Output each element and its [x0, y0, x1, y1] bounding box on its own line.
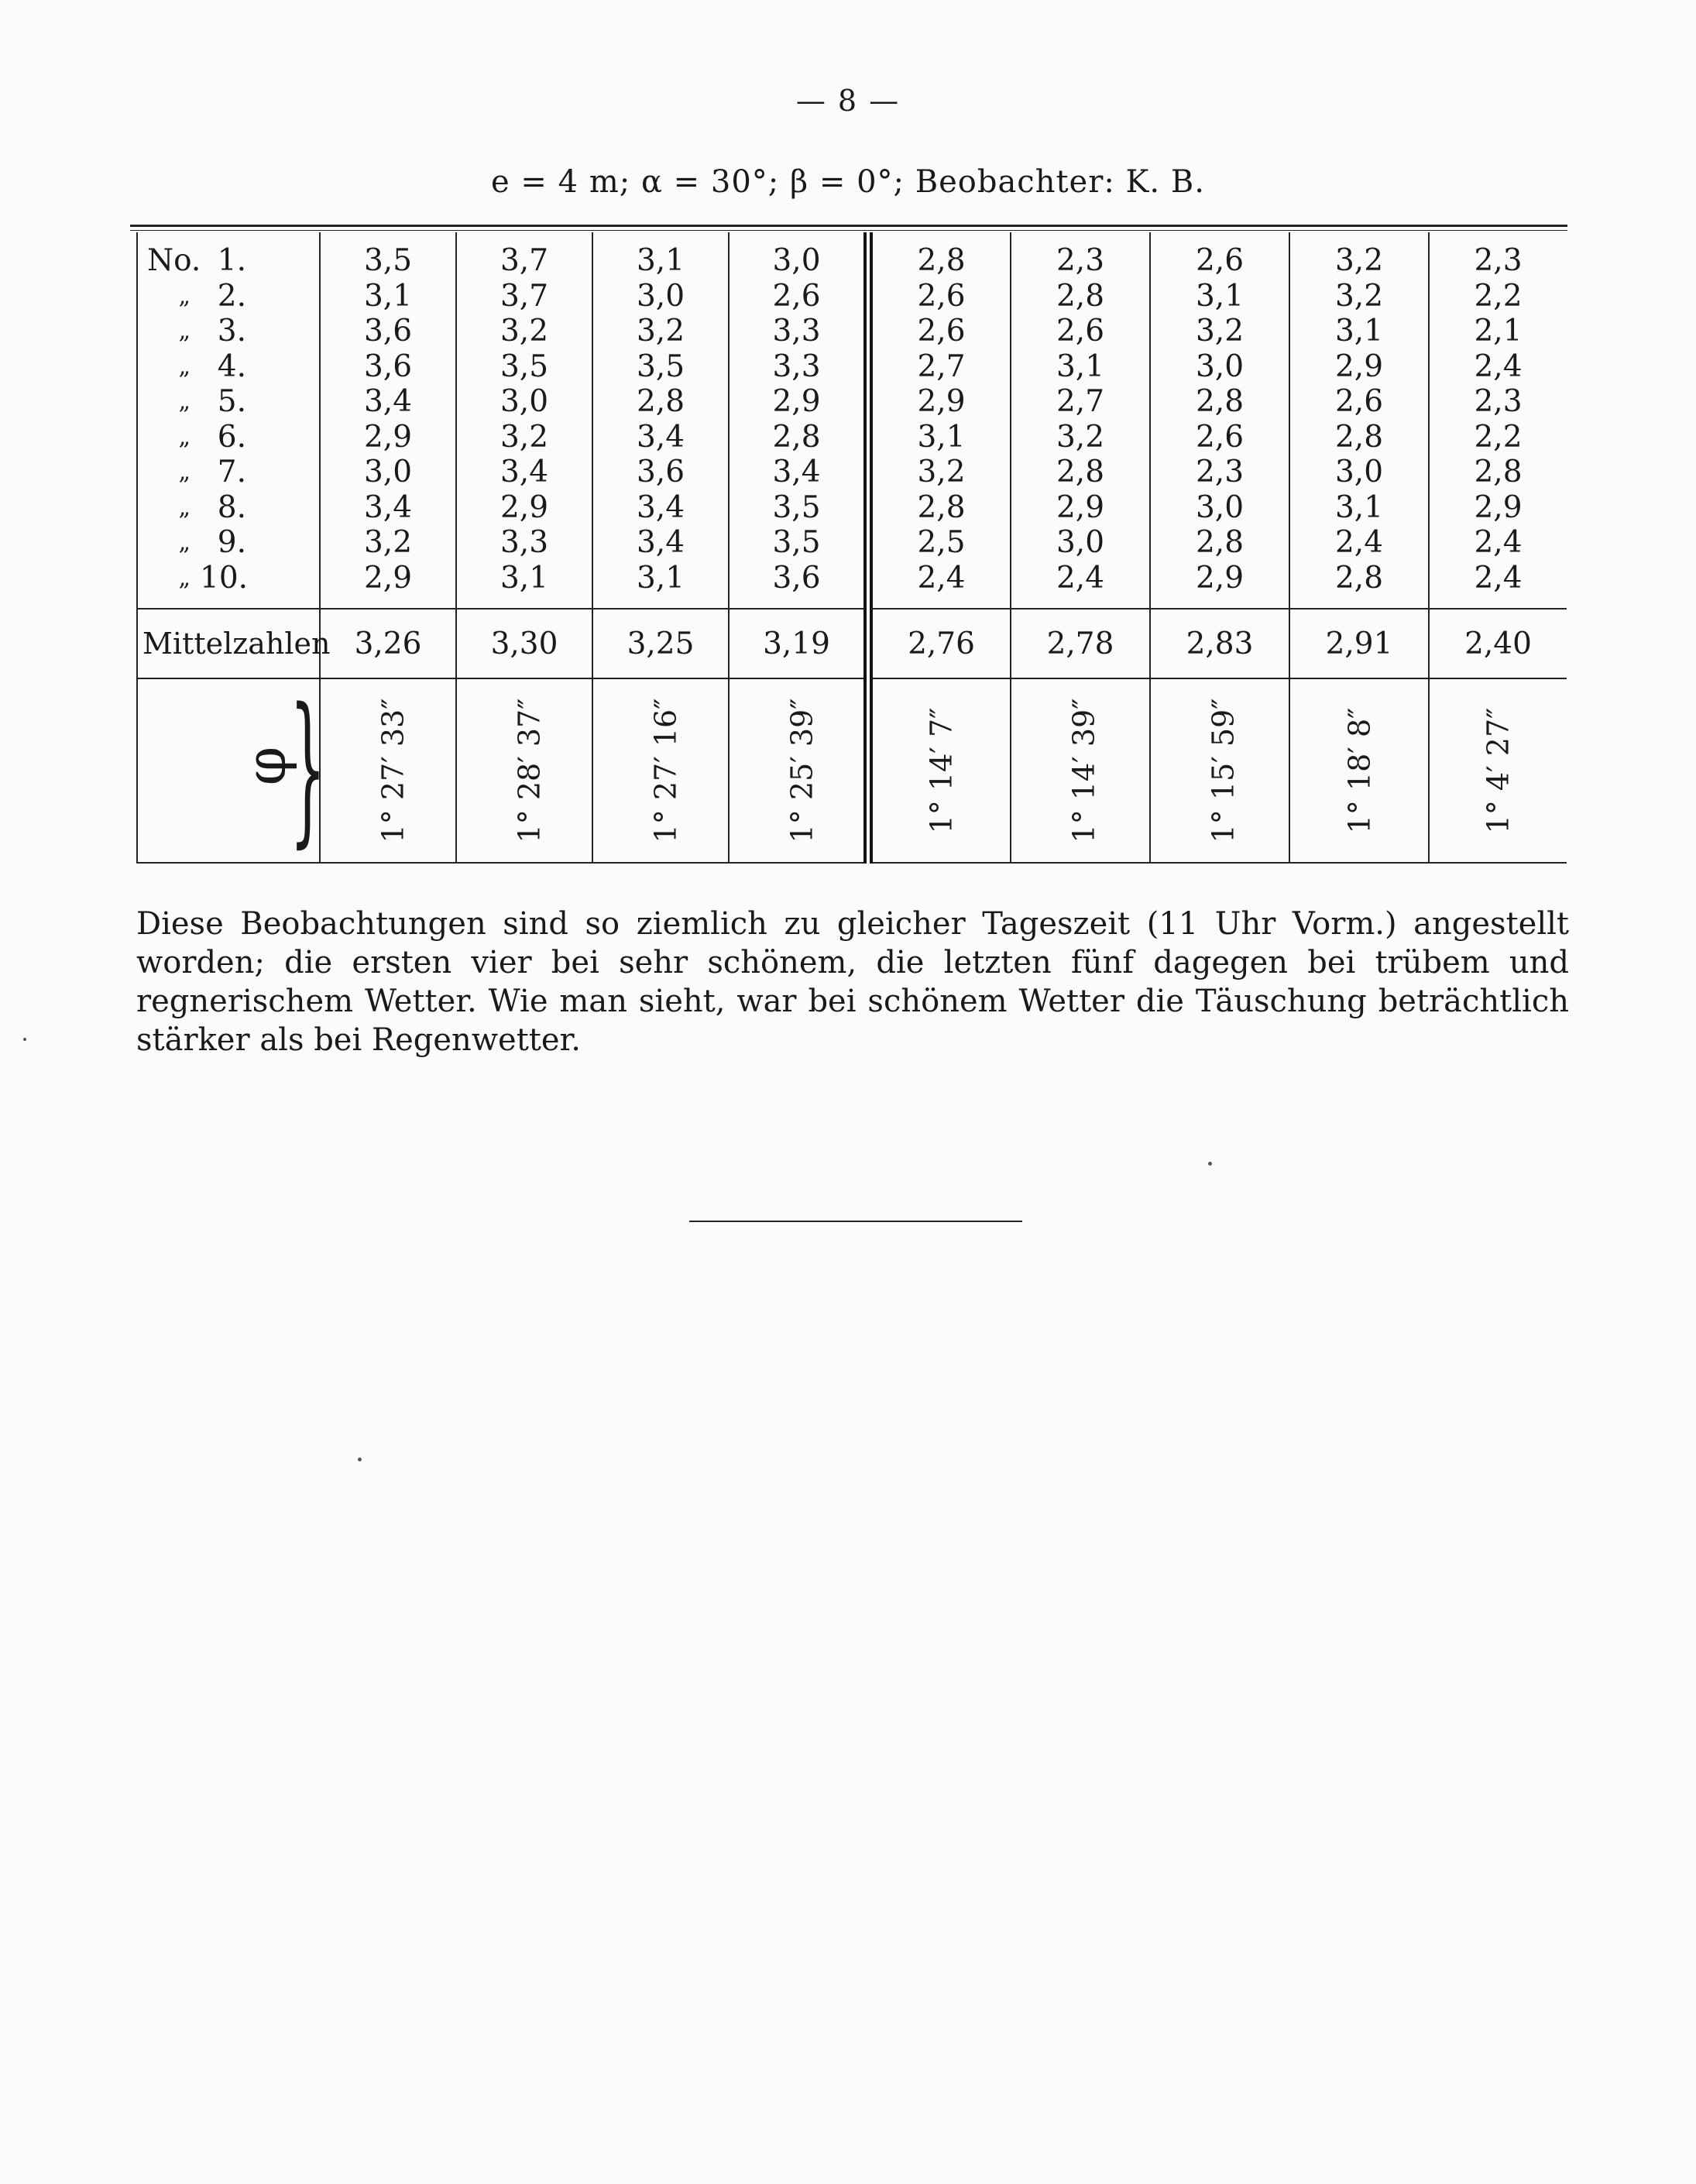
- row-label: [147, 243, 319, 279]
- table-cell: 3,0: [363, 455, 413, 489]
- table-cell: 3,5: [500, 349, 549, 384]
- table-cell: 3,6: [636, 455, 685, 489]
- value-column-1: [320, 232, 456, 609]
- mean-value: 3,25: [592, 609, 729, 678]
- table-cell: 3,0: [500, 384, 549, 419]
- table-cell: 3,4: [772, 455, 821, 489]
- phi-value: 1° 25′ 39″: [784, 698, 819, 843]
- phi-value: 1° 4′ 27″: [1481, 707, 1516, 833]
- table-cell: 3,5: [636, 349, 685, 384]
- row-number: 6.: [217, 419, 246, 455]
- mean-row: [137, 609, 1567, 678]
- value-column-2: [456, 232, 592, 609]
- table-cell: 2,1: [1474, 314, 1523, 349]
- table-cell: 3,1: [636, 243, 685, 278]
- table-cell: 2,8: [772, 419, 821, 455]
- table-cell: 3,4: [500, 455, 549, 489]
- table-cell: 2,8: [917, 243, 966, 278]
- ditto-mark: „: [178, 529, 191, 556]
- table-cell: 2,7: [1056, 384, 1105, 419]
- table-cell: 3,2: [1334, 243, 1384, 278]
- body-paragraph: Diese Beobachtungen sind so ziemlich zu gleicher Tageszeit (11 Uhr Vorm.) angestellt worden; die ersten vier bei sehr schönem, die letzten fünf dagegen bei trübem und regnerischem Wetter. Wie man sieht, war bei schönem Wetter die Täuschung beträchtlich stärker als bei Regenwetter.: [136, 906, 1569, 1058]
- table-cell: 3,5: [772, 489, 821, 525]
- phi-value: 1° 27′ 33″: [376, 698, 410, 843]
- value-column-5: [868, 232, 1011, 609]
- mean-value: 2,76: [868, 609, 1011, 678]
- table-cell: 2,8: [917, 489, 966, 525]
- phi-value: 1° 15′ 59″: [1206, 698, 1241, 843]
- table-cell: 3,4: [363, 384, 413, 419]
- table-cell: 2,8: [1334, 419, 1384, 455]
- table-cell: 2,9: [917, 384, 966, 419]
- table-cell: 2,9: [1334, 349, 1384, 384]
- table-cell: 3,2: [500, 314, 549, 349]
- table-cell: 2,4: [1474, 525, 1523, 560]
- table-cell: 2,4: [917, 560, 966, 596]
- table-cell: 2,8: [1056, 278, 1105, 314]
- table-cell: 2,5: [917, 525, 966, 560]
- paper-speck: [358, 1458, 362, 1461]
- table-cell: 2,6: [1056, 314, 1105, 349]
- phi-value-cell: [1289, 678, 1429, 863]
- table-cell: 2,3: [1056, 243, 1105, 278]
- table-cell: 3,1: [636, 560, 685, 596]
- brace-icon: }: [290, 673, 326, 863]
- table-cell: 2,4: [1474, 349, 1523, 384]
- row-number: 5.: [217, 384, 246, 419]
- ditto-mark: „: [178, 388, 191, 415]
- row-number: 9.: [217, 525, 246, 560]
- table-cell: 3,0: [1056, 525, 1105, 560]
- phi-value-cell: [1011, 678, 1150, 863]
- mean-value: 2,78: [1011, 609, 1150, 678]
- row-label: [147, 349, 319, 385]
- row-number: 1.: [217, 243, 246, 278]
- table-cell: 3,3: [500, 525, 549, 560]
- table-cell: 3,2: [917, 455, 966, 489]
- row-label: [147, 314, 319, 349]
- row-label: [147, 525, 319, 561]
- mean-value: 2,91: [1289, 609, 1429, 678]
- phi-label-cell: [137, 673, 326, 863]
- table-cell: 2,7: [917, 349, 966, 384]
- end-rule: [689, 1221, 1022, 1222]
- phi-symbol: φ: [233, 746, 299, 786]
- row-label: [147, 384, 319, 420]
- table-cell: 3,3: [772, 349, 821, 384]
- table-cell: 3,1: [363, 278, 413, 314]
- table-cell: 3,1: [1195, 278, 1245, 314]
- table-cell: 3,0: [636, 278, 685, 314]
- phi-value-cell: [868, 678, 1011, 863]
- table-cell: 2,6: [1195, 419, 1245, 455]
- row-labels: [137, 232, 320, 609]
- ditto-mark: „: [178, 423, 191, 451]
- table-cell: 2,9: [363, 419, 413, 455]
- table-cell: 3,1: [917, 419, 966, 455]
- table-cell: 3,4: [636, 489, 685, 525]
- parameters-heading: e = 4 m; α = 30°; β = 0°; Beobachter: K. B.: [491, 164, 1205, 200]
- table-top-rule: [130, 225, 1567, 231]
- table-cell: 2,2: [1474, 419, 1523, 455]
- value-column-4: [729, 232, 868, 609]
- table-cell: 2,9: [1195, 560, 1245, 596]
- value-column-7: [1150, 232, 1289, 609]
- table-cell: 2,6: [917, 278, 966, 314]
- table-cell: 2,9: [1056, 489, 1105, 525]
- table-cell: 2,9: [772, 384, 821, 419]
- row-number: 8.: [217, 489, 246, 525]
- phi-value: 1° 28′ 37″: [512, 698, 547, 843]
- paper-speck: [23, 1038, 26, 1041]
- paper-speck: [1208, 1162, 1212, 1166]
- ditto-mark: „: [178, 493, 191, 521]
- table-cell: 2,9: [363, 560, 413, 596]
- phi-value-cell: [456, 678, 592, 863]
- table-cell: 3,4: [636, 525, 685, 560]
- observation-table: [136, 232, 1567, 864]
- row-label: [147, 279, 319, 314]
- table-cell: 3,2: [363, 525, 413, 560]
- row-number: 2.: [217, 278, 246, 314]
- table-cell: 3,5: [772, 525, 821, 560]
- phi-value: 1° 14′ 39″: [1066, 698, 1101, 843]
- table-cell: 3,1: [1334, 489, 1384, 525]
- table-cell: 3,2: [1334, 278, 1384, 314]
- table-cell: 3,5: [363, 243, 413, 278]
- phi-row: [137, 678, 1567, 863]
- mean-label: Mittelzahlen: [137, 609, 320, 678]
- table-cell: 2,3: [1195, 455, 1245, 489]
- table-cell: 2,2: [1474, 278, 1523, 314]
- page-number: — 8 —: [795, 84, 901, 118]
- table-cell: 2,4: [1056, 560, 1105, 596]
- phi-value-cell: [729, 678, 868, 863]
- phi-value: 1° 18′ 8″: [1342, 707, 1376, 833]
- table-cell: 3,1: [500, 560, 549, 596]
- table-cell: 2,6: [1195, 243, 1245, 278]
- row-label-prefix: No.: [147, 243, 201, 278]
- mean-value: 3,30: [456, 609, 592, 678]
- table-cell: 2,6: [917, 314, 966, 349]
- table-cell: 3,3: [772, 314, 821, 349]
- value-column-9: [1429, 232, 1567, 609]
- mean-value: 3,19: [729, 609, 868, 678]
- table-cell: 2,4: [1474, 560, 1523, 596]
- table-cell: 3,4: [636, 419, 685, 455]
- row-number: 3.: [217, 314, 246, 349]
- table-cell: 2,6: [772, 278, 821, 314]
- table-cell: 3,0: [1334, 455, 1384, 489]
- table-cell: 2,8: [1474, 455, 1523, 489]
- row-label: [147, 561, 319, 596]
- table-cell: 3,1: [1056, 349, 1105, 384]
- table-cell: 2,3: [1474, 384, 1523, 419]
- table-cell: 3,6: [363, 314, 413, 349]
- value-column-3: [592, 232, 729, 609]
- row-label: [147, 420, 319, 455]
- table-cell: 2,8: [1334, 560, 1384, 596]
- table-cell: 2,6: [1334, 384, 1384, 419]
- table-cell: 3,6: [363, 349, 413, 384]
- phi-value-cell: [1150, 678, 1289, 863]
- table-cell: 2,8: [1195, 384, 1245, 419]
- ditto-mark: „: [178, 282, 191, 310]
- table-cell: 3,2: [1056, 419, 1105, 455]
- table-cell: 3,0: [772, 243, 821, 278]
- table-cell: 2,8: [1195, 525, 1245, 560]
- table-cell: 2,4: [1334, 525, 1384, 560]
- phi-value: 1° 14′ 7″: [924, 707, 959, 833]
- mean-value: 2,40: [1429, 609, 1567, 678]
- table-cell: 3,7: [500, 243, 549, 278]
- table-cell: 3,6: [772, 560, 821, 596]
- row-number: 7.: [217, 455, 246, 489]
- row-label: [147, 490, 319, 526]
- phi-value-cell: [320, 678, 456, 863]
- mean-value: 2,83: [1150, 609, 1289, 678]
- table-cell: 3,2: [636, 314, 685, 349]
- ditto-mark: „: [178, 318, 191, 345]
- value-column-6: [1011, 232, 1150, 609]
- row-number: 4.: [217, 349, 246, 384]
- table-cell: 2,9: [500, 489, 549, 525]
- phi-value-cell: [592, 678, 729, 863]
- table-cell: 3,2: [1195, 314, 1245, 349]
- table-cell: 2,8: [636, 384, 685, 419]
- table-cell: 3,1: [1334, 314, 1384, 349]
- table-cell: 3,4: [363, 489, 413, 525]
- ditto-mark: „: [178, 458, 191, 486]
- table-cell: 2,9: [1474, 489, 1523, 525]
- data-rows: [137, 232, 1567, 609]
- table-cell: 2,8: [1056, 455, 1105, 489]
- ditto-mark: „: [178, 352, 191, 380]
- table-cell: 2,3: [1474, 243, 1523, 278]
- value-column-8: [1289, 232, 1429, 609]
- mean-value: 3,26: [320, 609, 456, 678]
- row-number: 10.: [200, 560, 249, 596]
- table-cell: 3,2: [500, 419, 549, 455]
- ditto-mark: „: [178, 564, 191, 592]
- row-label: [147, 455, 319, 490]
- table-cell: 3,7: [500, 278, 549, 314]
- phi-value-cell: [1429, 678, 1567, 863]
- phi-value: 1° 27′ 16″: [648, 698, 683, 843]
- table-cell: 3,0: [1195, 349, 1245, 384]
- table-cell: 3,0: [1195, 489, 1245, 525]
